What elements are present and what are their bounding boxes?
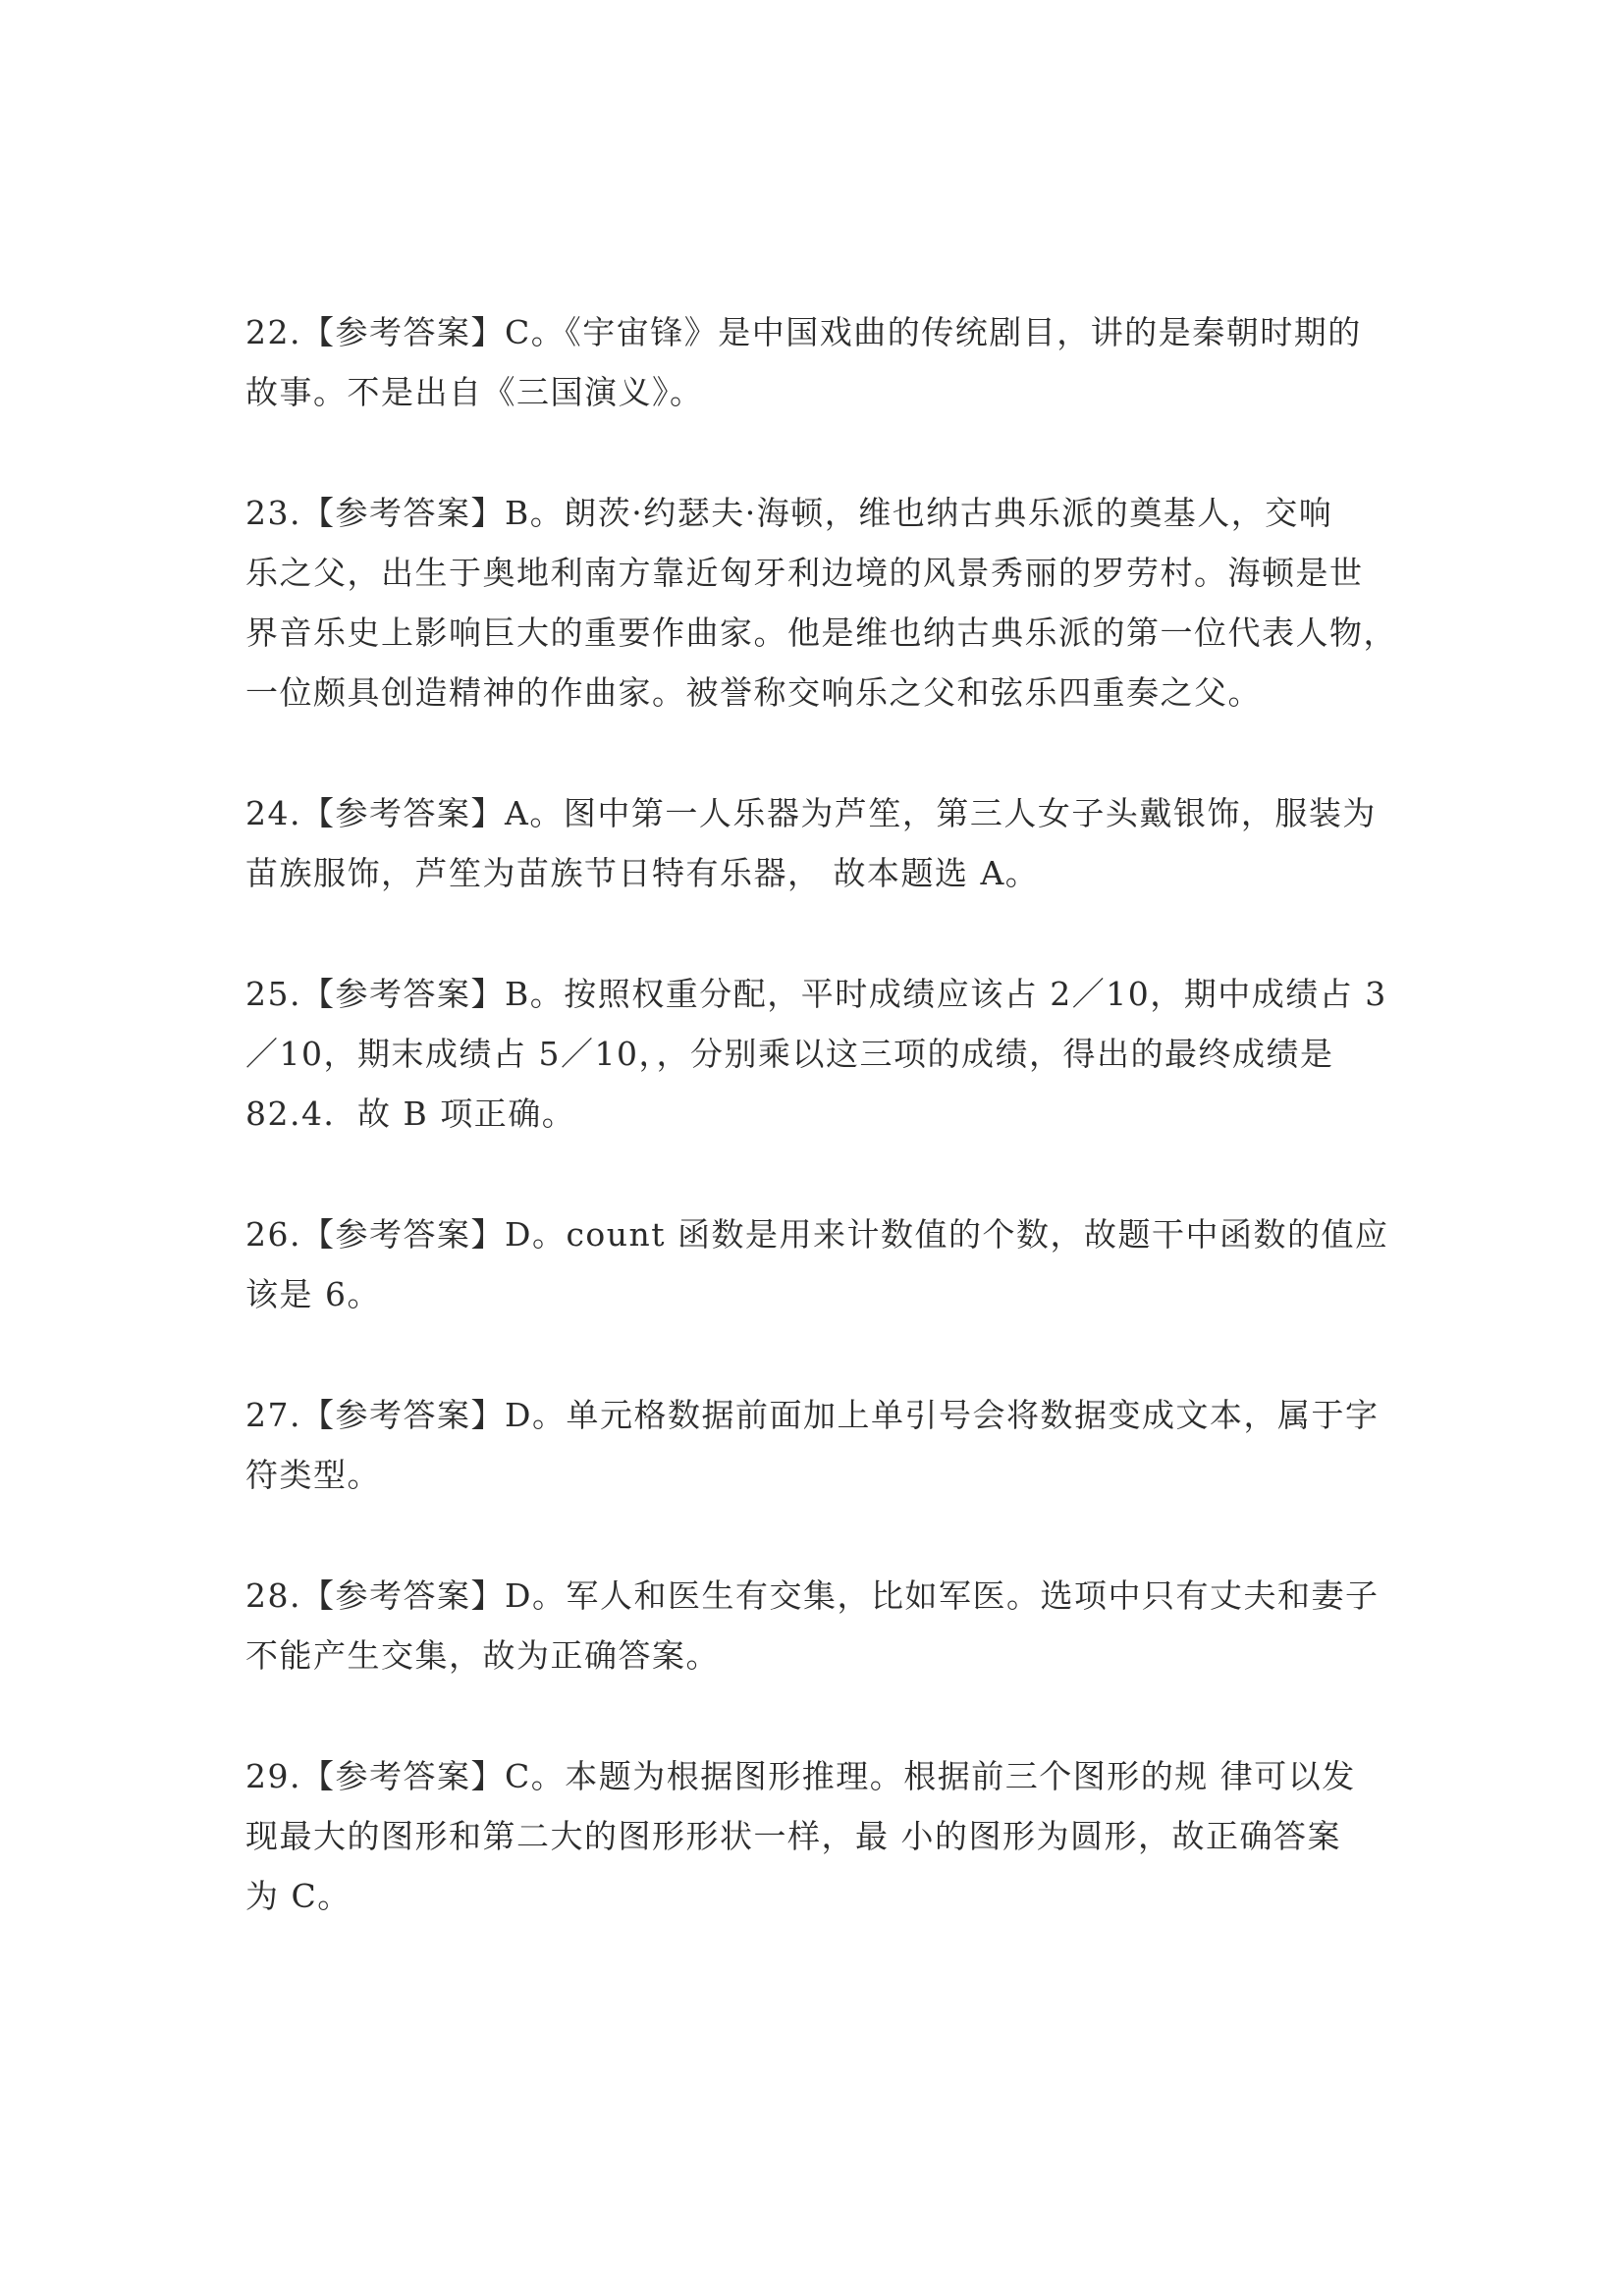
answer-25-line-3: 82.4．故 B 项正确。 — [245, 1095, 576, 1133]
answer-28-line-2: 不能产生交集，故为正确答案。 — [245, 1636, 720, 1675]
answer-27-line-1: 27.【参考答案】D。单元格数据前面加上单引号会将数据变成文本，属于字 — [245, 1396, 1380, 1434]
answer-26-line-2: 该是 6。 — [245, 1275, 381, 1313]
answer-28-line-1: 28.【参考答案】D。军人和医生有交集，比如军医。选项中只有丈夫和妻子 — [245, 1576, 1380, 1615]
answer-27 — [245, 1385, 1394, 1505]
answer-28 — [245, 1566, 1394, 1685]
answer-26 — [245, 1204, 1394, 1324]
answer-22-line-2: 故事。不是出自《三国演义》。 — [245, 373, 704, 411]
answer-24-line-2: 苗族服饰，芦笙为苗族节日特有乐器， 故本题选 A。 — [245, 854, 1040, 892]
answer-25 — [245, 964, 1394, 1144]
answer-25-line-2: ／10，期末成绩占 5／10，，分别乘以这三项的成绩，得出的最终成绩是 — [245, 1035, 1334, 1073]
answer-22-line-1: 22.【参考答案】C。《宇宙锋》是中国戏曲的传统剧目，讲的是秦朝时期的 — [245, 313, 1362, 351]
answer-25-line-1: 25.【参考答案】B。按照权重分配，平时成绩应该占 2／10，期中成绩占 3 — [245, 975, 1387, 1013]
answer-29-line-1: 29.【参考答案】C。本题为根据图形推理。根据前三个图形的规 律可以发 — [245, 1757, 1356, 1795]
answer-23-line-1: 23.【参考答案】B。朗茨·约瑟夫·海顿，维也纳古典乐派的奠基人，交响 — [245, 494, 1333, 532]
answer-29-line-2: 现最大的图形和第二大的图形形状一样，最 小的图形为圆形，故正确答案 — [245, 1817, 1341, 1855]
answer-24 — [245, 783, 1394, 903]
answer-29 — [245, 1746, 1394, 1926]
answer-23-line-4: 一位颇具创造精神的作曲家。被誉称交响乐之父和弦乐四重奏之父。 — [245, 673, 1262, 712]
answer-22 — [245, 302, 1394, 422]
answer-23 — [245, 483, 1397, 722]
answer-23-line-3: 界音乐史上影响巨大的重要作曲家。他是维也纳古典乐派的第一位代表人物， — [245, 614, 1397, 652]
answer-list — [245, 302, 1397, 1987]
answer-27-line-2: 符类型。 — [245, 1456, 381, 1494]
answer-23-line-2: 乐之父，出生于奥地利南方靠近匈牙利边境的风景秀丽的罗劳村。海顿是世 — [245, 554, 1364, 592]
answer-24-line-1: 24.【参考答案】A。图中第一人乐器为芦笙，第三人女子头戴银饰，服装为 — [245, 794, 1377, 832]
answer-26-line-1: 26.【参考答案】D。count 函数是用来计数值的个数，故题干中函数的值应 — [245, 1215, 1389, 1254]
answer-29-line-3: 为 C。 — [245, 1877, 352, 1915]
